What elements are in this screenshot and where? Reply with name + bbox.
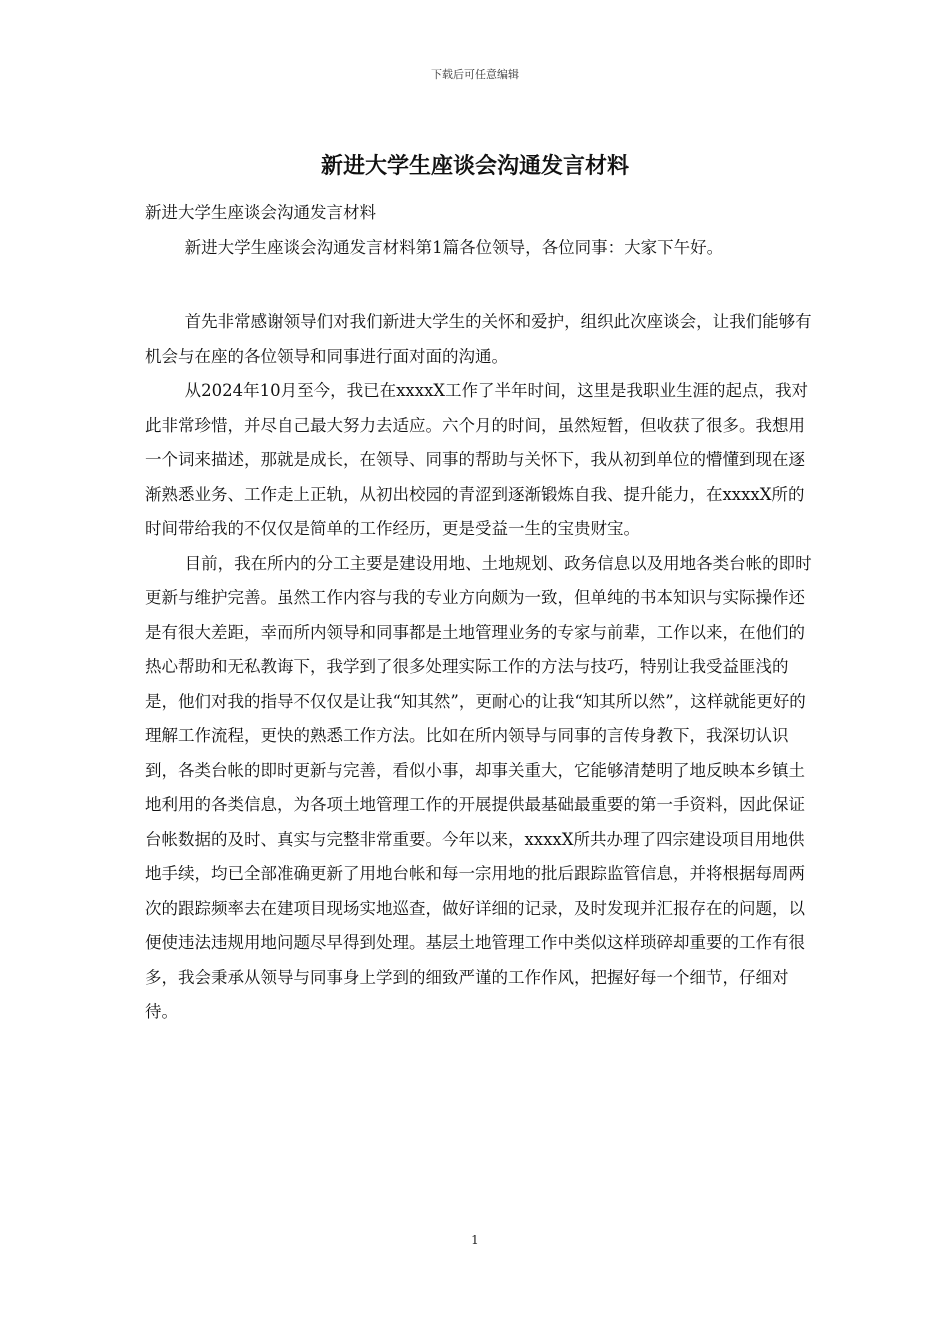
document-body [145, 196, 815, 1030]
header-note: 下载后可任意编辑 [431, 68, 519, 81]
page-number: 1 [471, 1233, 479, 1247]
paragraph-thanks: 首先非常感谢领导们对我们新进大学生的关怀和爱护，组织此次座谈会，让我们能够有机会与在座的各位领导和同事进行面对面的沟通。 [145, 312, 812, 366]
paragraph-work-duties: 目前，我在所内的分工主要是建设用地、土地规划、政务信息以及用地各类台帐的即时更新与维护完善。虽然工作内容与我的专业方向颇为一致，但单纯的书本知识与实际操作还是有很大差距，幸而所内领导和同事都是土地管理业务的专家与前辈，工作以来，在他们的热心帮助和无私教诲下，我学到了很多处理实际工作的方法与技巧，特别让我受益匪浅的是，他们对我的指导不仅仅是让我“知其然”，更耐心的让我“知其所以然”，这样就能更好的理解工作流程，更快的熟悉工作方法。比如在所内领导与同事的言传身教下，我深切认识到，各类台帐的即时更新与完善，看似小事，却事关重大，它能够清楚明了地反映本乡镇土地利用的各类信息，为各项土地管理工作的开展提供最基础最重要的第一手资料，因此保证台帐数据的及时、真实与完整非常重要。今年以来，xxxxX所共办理了四宗建设项目用地供地手续，均已全部准确更新了用地台帐和每一宗用地的批后跟踪监管信息，并将根据每周两次的跟踪频率去在建项目现场实地巡查，做好详细的记录，及时发现并汇报存在的问题，以便使违法违规用地问题尽早得到处理。基层土地管理工作中类似这样琐碎却重要的工作有很多，我会秉承从领导与同事身上学到的细致严谨的工作作风，把握好每一个细节，仔细对待。 [145, 553, 812, 1021]
paragraph-greeting: 新进大学生座谈会沟通发言材料第1篇各位领导，各位同事：大家下午好。 [184, 237, 724, 257]
document-title: 新进大学生座谈会沟通发言材料 [320, 153, 629, 179]
paragraph-growth: 从2024年10月至今，我已在xxxxX工作了半年时间，这里是我职业生涯的起点，我对此非常珍惜，并尽自己最大努力去适应。六个月的时间，虽然短暂，但收获了很多。我想用一个词来描述，那就是成长，在领导、同事的帮助与关怀下，我从初到单位的懵懂到现在逐渐熟悉业务、工作走上正轨，从初出校园的青涩到逐渐锻炼自我、提升能力，在xxxxX所的时间带给我的不仅仅是简单的工作经历，更是受益一生的宝贵财宝。 [145, 381, 809, 538]
document-subtitle: 新进大学生座谈会沟通发言材料 [145, 203, 376, 222]
